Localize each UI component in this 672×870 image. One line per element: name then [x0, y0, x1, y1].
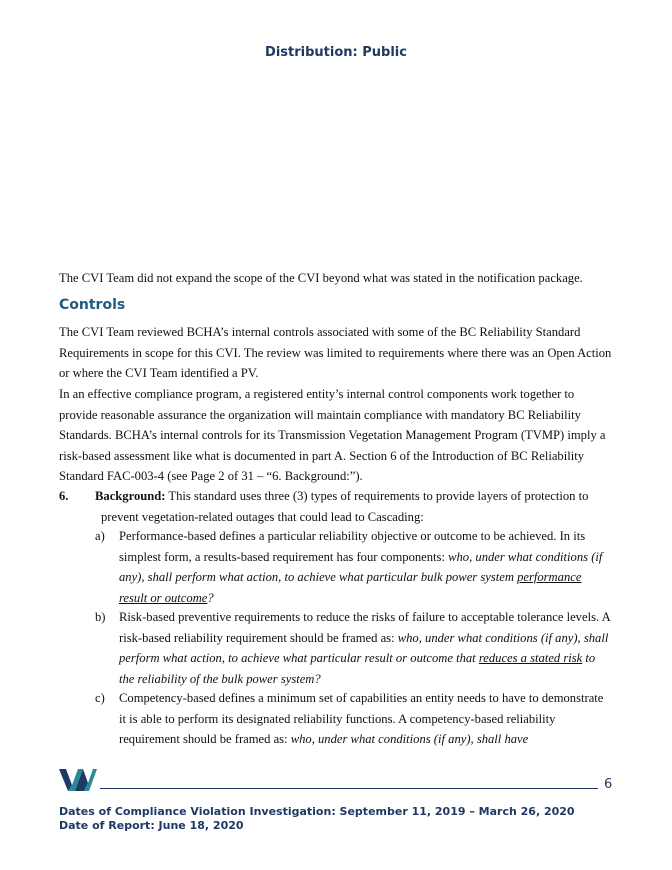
list-item-letter: c) [95, 691, 105, 705]
background-item [59, 486, 612, 527]
list-item [95, 526, 610, 608]
list-item-letter: a) [95, 529, 105, 543]
list-item-text: Competency-based defines a minimum set of capabilities an entity needs to have to demonstrate it is able to perform its designated reliability functions. A competency-based reliability requirement should be framed as: [119, 691, 604, 746]
list-item-underlined: reduces a stated risk [478, 651, 583, 665]
background-label: Background: [95, 489, 166, 503]
controls-heading: Controls [59, 297, 126, 313]
list-item-text: Performance-based defines a particular reliability objective or outcome to be achieved. In its simplest form, a results-based requirement has four components: [119, 529, 586, 564]
list-item-tail: ? [207, 590, 214, 605]
scope-paragraph: The CVI Team did not expand the scope of the CVI beyond what was stated in the notification package. [59, 271, 583, 285]
list-item-tail: to the reliability of the bulk power system? [119, 651, 596, 686]
background-number: 6. [59, 489, 69, 503]
footer-dates [59, 805, 575, 833]
footer-report-line: Date of Report: June 18, 2020 [59, 819, 244, 832]
list-item [95, 688, 610, 750]
list-item-letter: b) [95, 610, 106, 624]
list-item-italic: who, under what conditions (if any), shall perform what action, to achieve what particular bulk power system [119, 549, 603, 584]
background-text-cont: prevent vegetation-related outages that could lead to Cascading: [101, 509, 424, 524]
footer-dates-line: Dates of Compliance Violation Investigation: September 11, 2019 – March 26, 2020 [59, 805, 575, 818]
list-item-italic: who, under what conditions (if any), shall have [290, 732, 529, 746]
footer-rule [100, 788, 598, 789]
list-item-underlined: performance result or outcome [119, 570, 582, 605]
list-item [95, 607, 610, 689]
background-text: This standard uses three (3) types of requirements to provide layers of protection to [165, 489, 589, 503]
list-item-italic: who, under what conditions (if any), shall perform what action, to achieve what particular result or outcome that [119, 630, 609, 665]
wecc-logo-icon [59, 765, 97, 791]
distribution-label: Distribution: Public [265, 45, 407, 60]
list-item-text: Risk-based preventive requirements to reduce the risks of failure to acceptable tolerance levels. A risk-based reliability requirement should be framed as: [119, 610, 610, 645]
page-number: 6 [604, 777, 613, 792]
controls-paragraph-2: In an effective compliance program, a registered entity’s internal control components work together to provide reasonable assurance the organization will maintain compliance with mandatory BC Reliability Standards. BCHA’s internal controls for its Transmission Vegetation Management Program (TVMP) imply a risk-based assessment like what is documented in part A. Section 6 of the Introduction of BC Reliability Standard FAC-003-4 (see Page 2 of 31 – “6. Background:”). [59, 387, 606, 483]
controls-paragraph-1: The CVI Team reviewed BCHA’s internal controls associated with some of the BC Reliability Standard Requirements in scope for this CVI. The review was limited to requirements where there was an Open Action or where the CVI Team identified a PV. [59, 325, 612, 380]
